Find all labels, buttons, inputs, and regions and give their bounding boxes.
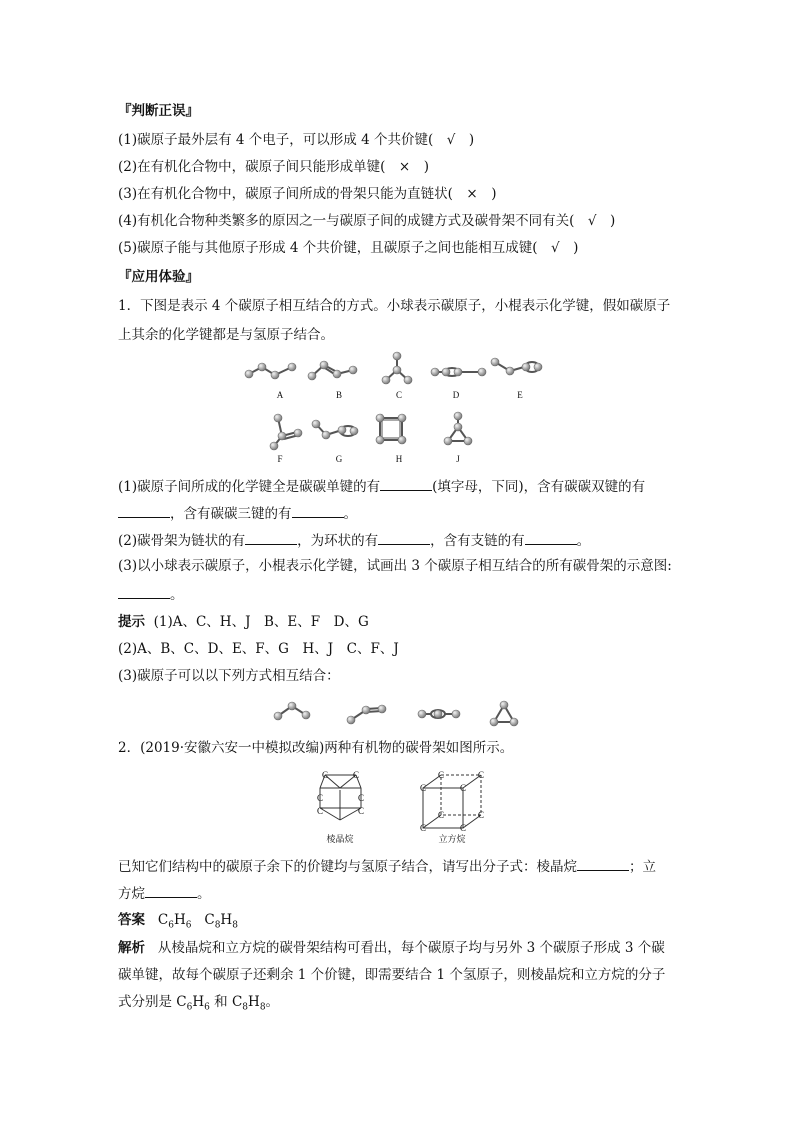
- fig-label-c: C: [395, 390, 403, 400]
- hint-line-3: (3)碳原子可以以下列方式相互结合：: [118, 668, 340, 684]
- analysis-text-3c: 和 C: [209, 994, 243, 1010]
- analysis-text-3e: 。: [265, 994, 280, 1010]
- judge-item-3: (3)在有机化合物中，碳原子间所成的骨架只能为直链状( × ): [118, 186, 497, 202]
- analysis-line-1: [118, 939, 665, 957]
- q2-line-3: [118, 883, 211, 903]
- analysis-label: 解析: [118, 940, 145, 956]
- q1-sub1-text-b: (填字母，下同)，含有碳碳双键的有: [432, 479, 646, 495]
- q1-sub1-text-c: ，含有碳碳三键的有: [170, 506, 292, 522]
- q1-sub2-text-c: ，含有支链的有: [430, 533, 525, 549]
- q1-line-2: 上其余的化学键都是与氢原子结合。: [118, 327, 334, 343]
- analysis-text-1: 从棱晶烷和立方烷的碳骨架结构可看出，每个碳原子均与另外 3 个碳原子形成 3 个碳: [157, 940, 665, 956]
- answer-blank-double-bond[interactable]: [118, 503, 170, 518]
- fig-label-f: F: [277, 454, 283, 464]
- cubane-atom-7: C: [419, 823, 427, 833]
- q1-sub1-text-a: (1)碳原子间所成的化学键全是碳碳单键的有: [118, 479, 381, 495]
- answer-blank-single-bond[interactable]: [380, 476, 432, 491]
- q1-sub1-line: [118, 476, 645, 496]
- q2-text-end: 。: [197, 886, 211, 902]
- answer-blank-branch[interactable]: [525, 530, 577, 545]
- q1-sub1-end: 。: [343, 506, 357, 522]
- analysis-sub: 8: [242, 1002, 249, 1013]
- judge-item-1: (1)碳原子最外层有 4 个电子，可以形成 4 个共价键( √ ): [118, 132, 475, 148]
- fig-label-g: G: [335, 454, 343, 464]
- cubane-atom-5: C: [437, 810, 445, 820]
- cubane-atom-8: C: [459, 823, 467, 833]
- cubane-atom-6: C: [477, 810, 485, 820]
- prismane-atom-1: C: [321, 770, 329, 780]
- judge-item-2: (2)在有机化合物中，碳原子间只能形成单键( × ): [118, 159, 429, 175]
- analysis-text-3b: H: [192, 994, 205, 1010]
- q1-sub3-end: 。: [170, 587, 184, 603]
- prismane-atom-6: C: [357, 806, 365, 816]
- q1-sub2-line: [118, 530, 590, 550]
- answer-sub: 6: [185, 920, 192, 931]
- answer-line: [118, 911, 238, 935]
- analysis-text-3d: H: [248, 994, 260, 1010]
- prismane-atom-3: C: [316, 793, 324, 803]
- answer-sub: 8: [214, 920, 221, 931]
- answer-h8: H: [220, 912, 233, 928]
- answer-c6: C: [157, 912, 169, 928]
- apply-title: 『应用体验』: [118, 269, 199, 285]
- analysis-sub: 8: [259, 1002, 266, 1013]
- fig-label-a: A: [276, 390, 284, 400]
- fig-label-d: D: [452, 390, 460, 400]
- fig-label-e: E: [517, 390, 523, 400]
- analysis-sub: 6: [186, 1002, 193, 1013]
- prismane-atom-4: C: [357, 793, 365, 803]
- answer-blank-chain[interactable]: [245, 530, 297, 545]
- q1-sub1-line-2: [118, 503, 357, 523]
- q1-sub3-line-2: [118, 584, 184, 604]
- answer-label: 答案: [118, 912, 145, 928]
- q2-line-2: [118, 856, 656, 876]
- answer-blank-draw[interactable]: [118, 584, 170, 599]
- prismane-label: 棱晶烷: [326, 834, 354, 844]
- answer-sub: 8: [232, 920, 238, 931]
- cubane-atom-3: C: [419, 783, 427, 793]
- answer-blank-triple-bond[interactable]: [292, 503, 344, 518]
- carbon-skeleton-figures: [240, 350, 560, 470]
- prismane-atom-2: C: [352, 770, 360, 780]
- cubane-label: 立方烷: [438, 834, 466, 844]
- cubane-atom-4: C: [459, 783, 467, 793]
- three-carbon-skeletons: [268, 698, 528, 730]
- cubane-atom-1: C: [437, 770, 445, 780]
- cubane-atom-2: C: [477, 770, 485, 780]
- hint-line-2: (2)A、B、C、D、E、F、G H、J C、F、J: [118, 641, 399, 657]
- q2-line-1: 2．(2019·安徽六安一中模拟改编)两种有机物的碳骨架如图所示。: [118, 740, 514, 756]
- answer-blank-cubane[interactable]: [145, 883, 197, 898]
- answer-blank-ring[interactable]: [378, 530, 430, 545]
- fig-label-j: J: [456, 454, 460, 464]
- hint-line-1: [118, 613, 369, 631]
- prismane-cubane-figure: [305, 762, 495, 848]
- judge-item-5: (5)碳原子能与其他原子形成 4 个共价键，且碳原子之间也能相互成键( √ ): [118, 240, 579, 256]
- q1-sub2-end: 。: [576, 533, 591, 549]
- fig-label-b: B: [335, 390, 343, 400]
- answer-sub: 6: [168, 920, 174, 931]
- analysis-sub: 6: [204, 1002, 210, 1013]
- q2-text-b: ；立: [629, 859, 656, 875]
- fig-label-h: H: [395, 454, 403, 464]
- analysis-line-3: [118, 993, 279, 1017]
- q1-sub3-line: (3)以小球表示碳原子，小棍表示化学键，试画出 3 个碳原子相互结合的所有碳骨架的示意图:: [118, 558, 672, 574]
- judge-item-4: (4)有机化合物种类繁多的原因之一与碳原子间的成键方式及碳骨架不同有关( √ ): [118, 213, 616, 229]
- hint-text-1: (1)A、C、H、J B、E、F D、G: [153, 614, 369, 630]
- q1-sub2-text-b: ，为环状的有: [297, 533, 379, 549]
- answer-c8: C: [204, 912, 215, 928]
- prismane-atom-5: C: [316, 806, 324, 816]
- q1-sub2-text-a: (2)碳骨架为链状的有: [118, 533, 246, 549]
- analysis-line-2: 碳单键，故每个碳原子还剩余 1 个价键，即需要结合 1 个氢原子，则棱晶烷和立方烷的分子: [118, 967, 666, 983]
- judge-title: 『判断正误』: [118, 103, 199, 119]
- q1-line-1: 1．下图是表示 4 个碳原子相互结合的方式。小球表示碳原子，小棍表示化学键，假如碳原子: [118, 298, 671, 314]
- answer-blank-prismane[interactable]: [577, 856, 629, 871]
- q2-text-c: 方烷: [118, 886, 145, 902]
- analysis-text-3a: 式分别是 C: [118, 994, 187, 1010]
- q2-text-a: 已知它们结构中的碳原子余下的价键均与氢原子结合，请写出分子式：棱晶烷: [118, 859, 577, 875]
- answer-h6: H: [173, 912, 186, 928]
- hint-label: 提示: [118, 614, 145, 630]
